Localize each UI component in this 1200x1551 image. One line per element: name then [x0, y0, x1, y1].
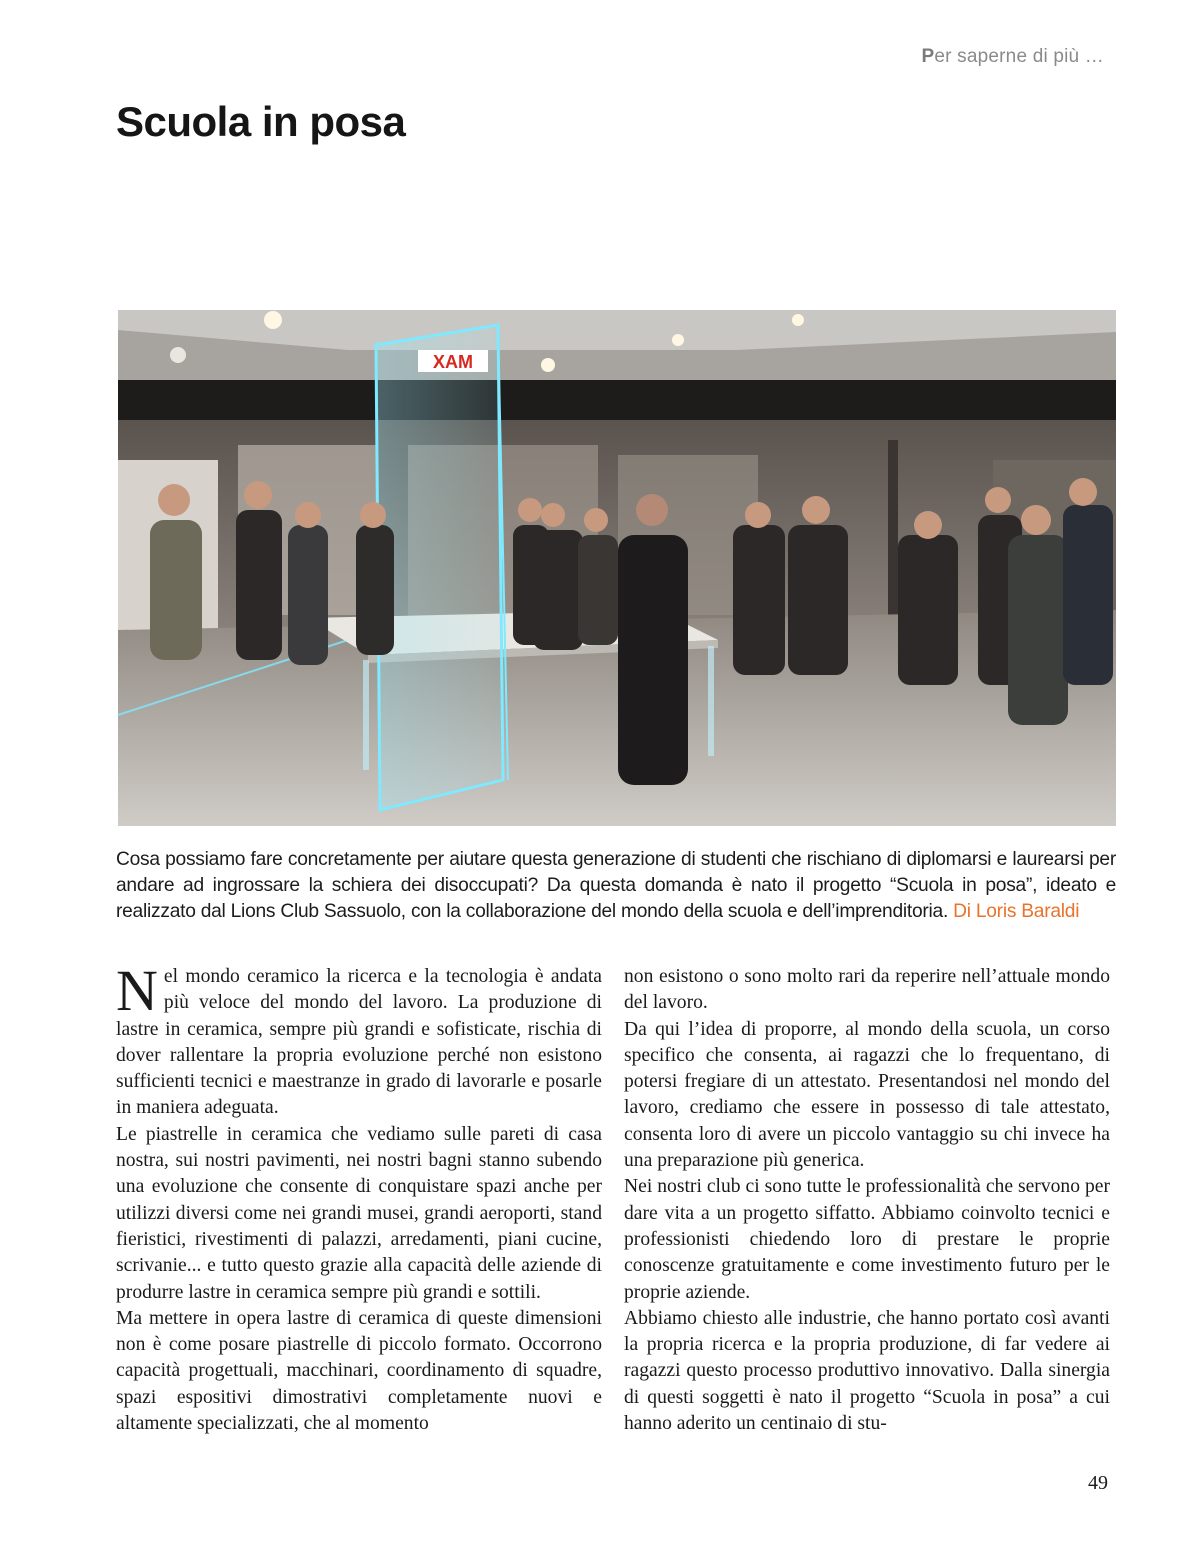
body-paragraph: Ma mettere in opera lastre di ceramica di queste dimensioni non è come posare piastrelle di piccolo formato. Occorrono capacità progettuali, macchinari, coordinamento di squadre, spazi espositivi dimostrativi completamente nuovi e altamente specializzati, che al momento	[116, 1307, 602, 1435]
display-sign: MAX	[433, 352, 473, 372]
body-column-right	[624, 964, 1110, 1437]
showroom-photo-illustration	[118, 310, 1116, 826]
body-text: el mondo ceramico la ricerca e la tecnologia è andata più veloce del mondo del lavoro. La produzione di lastre in ceramica, sempre più grandi e sofisticate, rischia di dover rallentare la propria evoluzione perché non esistono sufficienti tecnici e maestranze in grado di lavorarle e posarle in maniera adeguata.	[116, 966, 602, 1119]
author-byline: Di Loris Baraldi	[953, 901, 1080, 922]
article-title: Scuola in posa	[116, 98, 406, 145]
body-paragraph: Le piastrelle in ceramica che vediamo sulle pareti di casa nostra, sui nostri pavimenti, nei nostri bagni stanno subendo una evoluzione che consente di conquistare spazi anche per utilizzi diversi come nei grandi musei, grandi aeroporti, stand fieristici, rivestimenti di palazzi, arredamenti, piani cucine, scrivanie... e tutto questo grazie alla capacità delle aziende di produrre lastre in ceramica sempre più grandi e sottili.	[116, 1123, 602, 1303]
section-header-initial: P	[921, 46, 935, 67]
body-paragraph: Da qui l’idea di proporre, al mondo della scuola, un corso specifico che consenta, ai ragazzi che lo frequentano, di potersi fregiare di un attestato. Presentandosi nel mondo del lavoro, crediamo che essere in possesso di tale attestato, consenta loro di avere un piccolo vantaggio su chi invece ha una preparazione più generica.	[624, 1018, 1110, 1172]
section-header	[922, 46, 1105, 68]
drop-cap: N	[116, 958, 158, 1023]
body-paragraph	[116, 958, 602, 1122]
article-photo	[118, 310, 1116, 826]
body-paragraph: non esistono o sono molto rari da reperire nell’attuale mondo del lavoro.	[624, 966, 1110, 1014]
lead-paragraph	[116, 847, 1116, 925]
body-paragraph: Abbiamo chiesto alle industrie, che hanno portato così avanti la propria ricerca e la propria produzione, di far vedere ai ragazzi questo processo produttivo innovativo. Dalla sinergia di questi soggetti è nato il progetto “Scuola in posa” a cui hanno aderito un centinaio di stu-	[624, 1307, 1110, 1435]
body-column-left	[116, 958, 602, 1437]
lead-text: Cosa possiamo fare concretamente per aiutare questa generazione di studenti che rischiano di diplomarsi e laurearsi per andare ad ingrossare la schiera dei disoccupati? Da questa domanda è nato il progetto “Scuola in posa”, ideato e realizzato dal Lions Club Sassuolo, con la collaborazione del mondo della scuola e dell’imprenditoria.	[116, 849, 1116, 922]
body-paragraph: Nei nostri club ci sono tutte le professionalità che servono per dare vita a un progetto siffatto. Abbiamo coinvolto tecnici e professionisti chiedendo loro di prestare le proprie conoscenze gratuitamente e come investimento futuro per le proprie aziende.	[624, 1176, 1110, 1303]
page-number: 49	[1088, 1472, 1108, 1494]
section-header-text: er saperne di più …	[934, 46, 1104, 67]
